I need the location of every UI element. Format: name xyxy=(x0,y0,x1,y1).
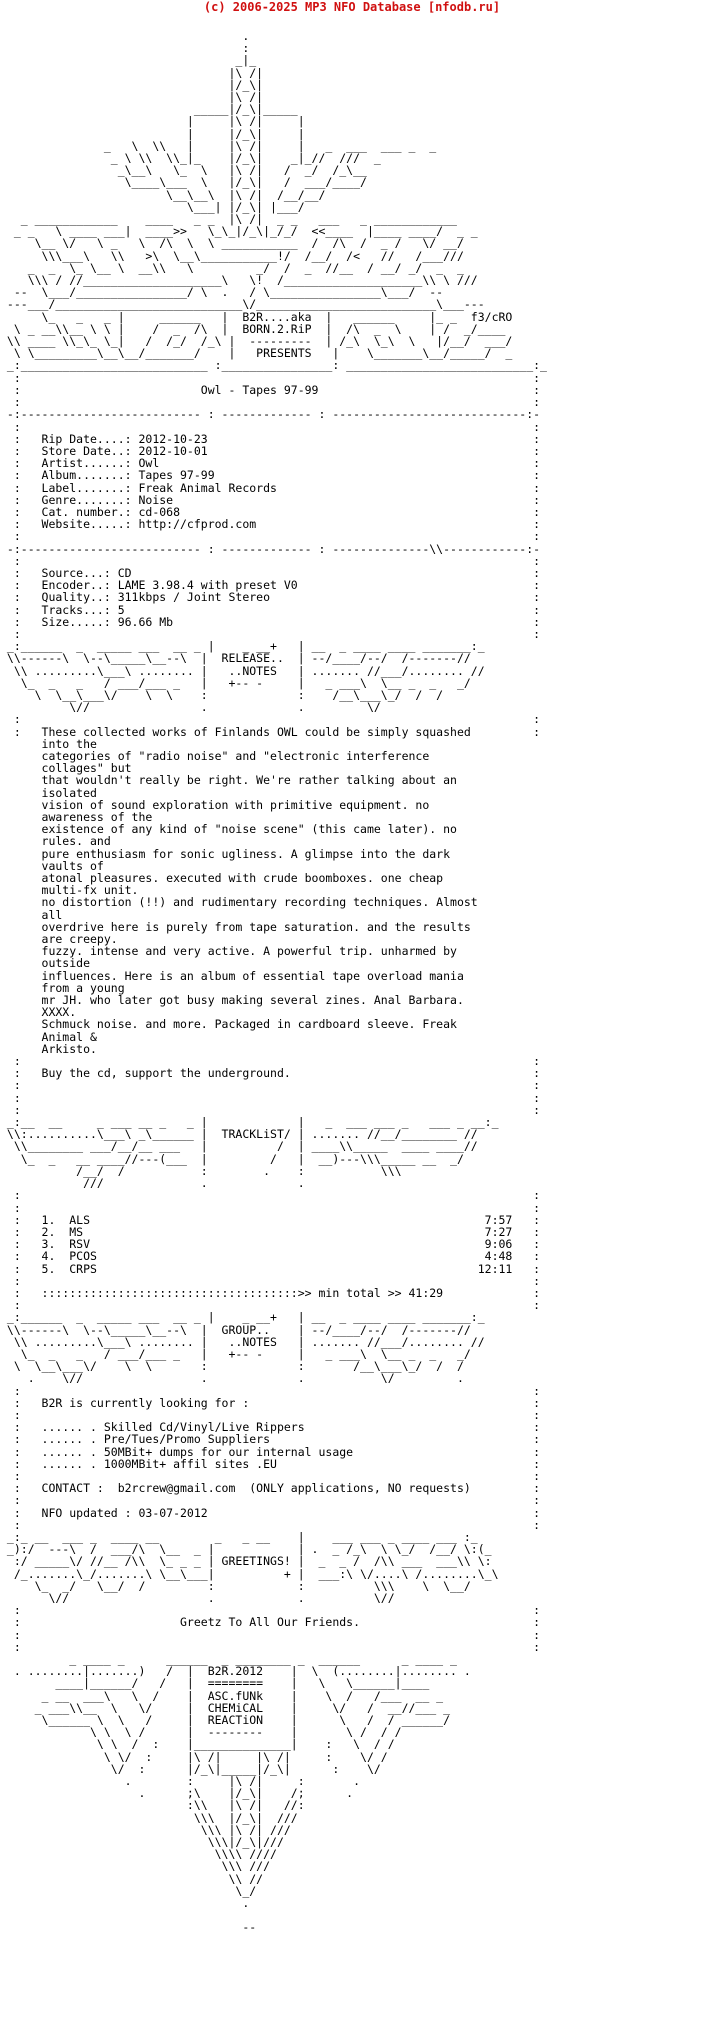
greetings-text: : : : Greetz To All Our Friends. : : : : : xyxy=(13,1603,541,1654)
nfodb-banner: (c) 2006-2025 MP3 NFO Database [nfodb.ru] xyxy=(203,0,501,14)
tracklist: : : : : : 1. ALS 7:57 : : 2. MS 7:27 : : 3. RSV 9:06 : : 4. PCOS 4:48 : : 5. CRPS 12:11 : : : : :::::::::::::::::::::::::::::::::::::>> min total >> 41:29 : : : xyxy=(13,1188,541,1313)
group-notes-text: : : : B2R is currently looking for : : : : : ...... . Skilled Cd/Vinyl/Live Rippers : : ...... . Pre/Tues/Promo Suppliers : : ...... . 50MBit+ dumps for our internal usage : : ...... . 1000MBit+ affil sites .EU : : : : CONTACT : b2rcrew@gmail.com (ONLY applications, NO requests) : : : : NFO updated : 03-07-2012 : : : xyxy=(13,1383,541,1532)
greetings-header: _:_ __ ___ _ ____ __ _ _ __ | ___ ___ _ ____ ___ :_ _):/ ---\ / ___/\ \__ _ | | . _ /_\ \ \_/ /__/ \:(_ :/ _____\/ //__ /\\ \_ _ _ | GREETINGS! | _ _ / /\\ ___ ___\\ \: /_.......\_/.......\ \__\___| + | ___:\ \/....\ /........\_\ \_ _/ \__/ / : : \\\ \ \__/ \// . . \// xyxy=(6,1529,499,1605)
tracklist-header: _:__ __ _ ___ __ _ _ | | _ ___ ___ _ ___ _ __:_ \\:..........\___\ _\______ | TRACKLiST/ | ....... //__/________ // \\________ ___/__/__ ___ | / | ____\\_____ ____ ____// \_ _ __ ____//---(___ | / | __)---\\\_____ __ _/ /__/ / : . : \\\ /// . . xyxy=(6,1115,499,1191)
release-info-section: : : : Rip Date....: 2012-10-23 : : Store Date..: 2012-10-01 : : Artist......: Owl : : Album.......: Tapes 97-99 : : Label.......: Freak Animal Records : : Genre.......: Noise : : Cat. number.: cd-068 : : Website.....: http://cfprod.com : : : -:-------------------------- : ------------- : --------------\\------------:- : : : Source...: CD : : Encoder..: LAME 3.98.4 with preset V0 : : Quality..: 311kbps / Joint Stereo : : Tracks...: 5 : : Size.....: 96.66 Mb : : : xyxy=(6,419,541,641)
nfo-document xyxy=(0,30,704,2030)
group-notes-header: _:______ _ _____ ___ __ _ | _ __+ | __ _ ____ ____ _______:_ \\------\ \--\_____\__--\ | GROUP.. | --/____/--/ /-------// \\ .........\___\ ........ | ..NOTES | ....... //___/........ // \_ _ _ / ___/___ _ | +-- - | _ ___\ \__ _ _ _/ \ \__\___\/ \ \ : : /__\___\_/ / / . \// . . \/ . xyxy=(6,1310,485,1386)
footer-ascii-art: _ ____ _ ______ _ ________ _ ______ _ ____ _ . ........|.......) / | B2R.2012 | \ (........|........ . ____|______/ / | ======== | \ \______|____ _ __ ___\ \ / | ASC.fUNk | \ / /___ __ _ _ ___\\__ \ \/ | CHEMiCAL | \/ / __//___ _ \______ \ \ / | REACTiON | \ / / ______/ \ \ \ / | -------- | \ / / / \ \ / : |______________| : \ / / \ \/ : |\ /| |\ /| : \/ / \/ : |/_\|_____|/_\| : \/ . : |\ /| : . . ;\ |/_\| /; . :\\ |\ /| //: \\\ |/_\| /// \\\ |\ /| /// \\\|/_\|/// \\\\ //// \\\ /// \\ // \_/ . -- xyxy=(13,1652,471,1935)
release-notes-text: : : : These collected works of Finlands OWL could be simply squashed : into the categories of "radio noise" and "electronic interference collages" but that wouldn't really be right. We're rather talking about an isolated vision of sound exploration with primitive equipment. no awareness of the existence of any kind of "noise scene" (this came later). no rules. and pure enthusiasm for sonic ugliness. A glimpse into the dark vaults of atonal pleasures. executed with crude boomboxes. one cheap multi-fx unit. no distortion (!!) and rudimentary recording techniques. Almost all overdrive here is purely from tape saturation. and the results are creepy. fuzzy. intense and very active. A powerful trip. unharmed by outside influences. Here is an album of essential tape overload mania from a young mr JH. who later got busy making several zines. Anal Barbara. XXXX. Schmuck noise. and more. Packaged in cardboard sleeve. Freak Animal & Arkisto. : : : Buy the cd, support the underground. : : : : : : : xyxy=(13,712,541,1117)
logo-ascii-art: . : _|_ |\ /| |/_\| |\ /| _____|/_\|_____ | |\ /| | | |/_\| | _ \ \\ | |\ /| | _ ___ ___ _ _ _ \ \\ \\_|_ |/_\| _|_// /// _ _\__\ \_ \ |\ /| / _/ /_\__ \____\___ \ |/_\| / ___/____/ \__\__\ |\ /| /__/__/ \___| |/_\| |___/ _ ____________ ____ _ _ |\ /| _ _ ___ _ ____________ _ _ \ ____ ___| ____>> \_\_|/_\|_/_/ <<____ |____ ____/ _ _ \__ \/ \ _ \ /\ \ \ ___________ / /\ / _ / \/ __/ \\\___\ \\ >\ \__\___________!/ /__/ /< // /___/// _ _ \_ \__ \ __\\ \ _/ / _ //__ / __/ _/ _ _ \\\ / //____________________\ \! /____________________\\ \ /// -- \___/________________/ \ . / \________________\___/ -- ---___/___________________________\/__________________________\___--- \_ _ _ | ______ | B2R....aka | ______ |_ _ f3/cRO \ _ __\\__ \ \ | / _ /\ | BORN.2.RiP | /\ _ \ | / _/____ \\ ____ \\_\_ \_| / /_/ /_\ | --------- | /_\ \_\ \ |/__/ ___/ \ \_________\__\__/_______/ | PRESENTS | \_______\__/_____/ _ _:___________________________ :________________: ___________________________:_ : : : Owl - Tapes 97-99 : : : -:-------------------------- : ------------- : ----------------------------:- xyxy=(6,30,547,422)
release-notes-header: _:______ _ _____ ___ __ _ | _ __+ | __ _ ____ ____ _______:_ \\------\ \--\_____\__--\ | RELEASE.. | --/____/--/ /-------// \\ .........\___\ ........ | ..NOTES | ....... //___/........ // \_ _ _ / ___/___ _ | +-- - | _ ___\ \__ _ _ _/ \ \__\___\/ \ \ : : /__\___\_/ / / \// . . \/ xyxy=(6,639,485,715)
